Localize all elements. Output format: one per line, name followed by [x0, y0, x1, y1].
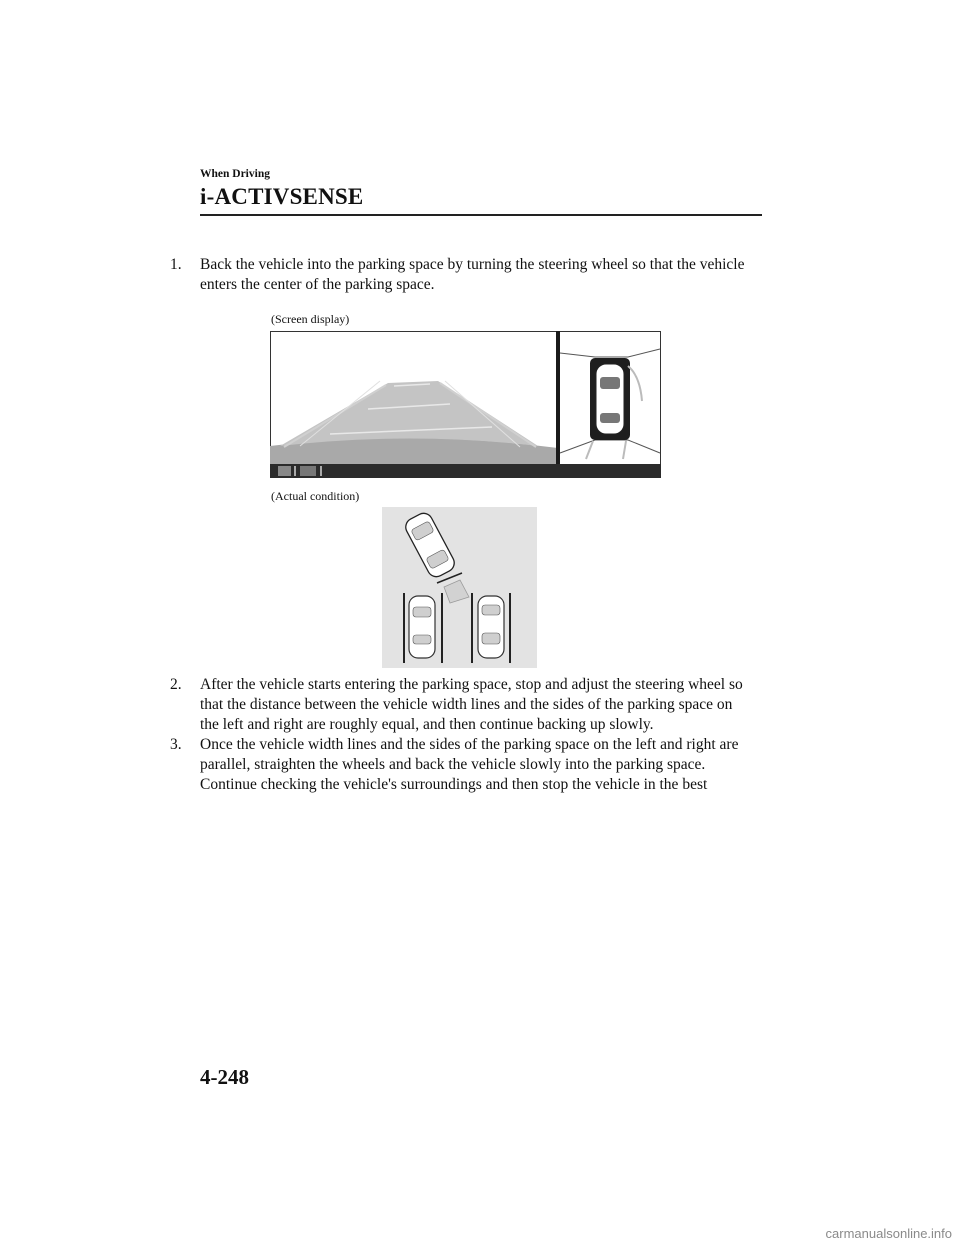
- actual-condition-illustration: [382, 507, 537, 668]
- step-2-line-2: that the distance between the vehicle width lines and the sides of the parking space on: [200, 696, 733, 713]
- page-number: 4-248: [200, 1065, 249, 1089]
- actual-condition-caption: (Actual condition): [271, 489, 360, 503]
- screen-display-illustration: [270, 331, 661, 478]
- step-3: [170, 735, 770, 795]
- step-2-line-3: the left and right are roughly equal, and then continue backing up slowly.: [200, 716, 654, 733]
- step-1-number: 1.: [170, 256, 182, 273]
- step-3-number: 3.: [170, 736, 182, 753]
- step-3-line-1: Once the vehicle width lines and the sides of the parking space on the left and right are: [200, 736, 739, 753]
- header-rule: [200, 214, 762, 216]
- step-3-line-3: Continue checking the vehicle's surroundings and then stop the vehicle in the best: [200, 776, 708, 793]
- step-1-line-1: Back the vehicle into the parking space by turning the steering wheel so that the vehicle: [200, 256, 745, 273]
- step-2: [170, 675, 770, 735]
- step-2-line-1: After the vehicle starts entering the parking space, stop and adjust the steering wheel so: [200, 676, 743, 693]
- step-2-number: 2.: [170, 676, 182, 693]
- step-3-line-2: parallel, straighten the wheels and back the vehicle slowly into the parking space.: [200, 756, 706, 773]
- chapter-title: i-ACTIVSENSE: [200, 184, 364, 209]
- watermark: carmanualsonline.info: [825, 1226, 952, 1241]
- section-label: When Driving: [200, 168, 270, 180]
- screen-display-caption: (Screen display): [271, 312, 350, 326]
- step-1-line-2: enters the center of the parking space.: [200, 276, 435, 293]
- step-1: [170, 255, 770, 295]
